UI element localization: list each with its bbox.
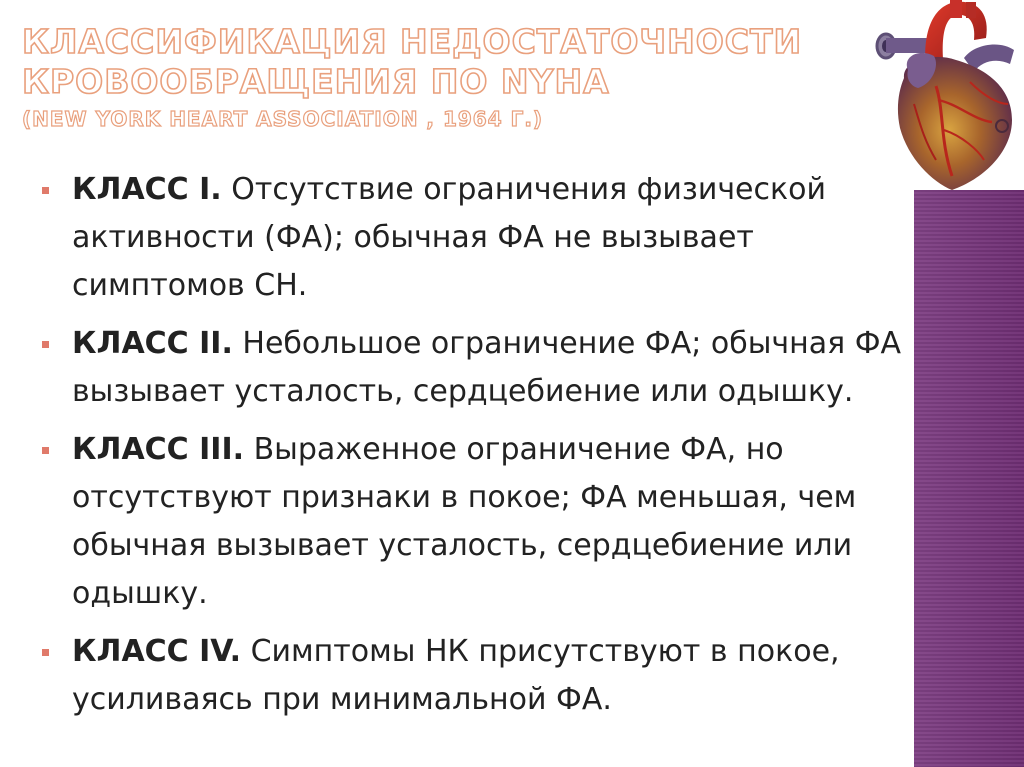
class-label: КЛАСС I. [72,172,222,207]
class-description: Выраженное ограничение ФА, но отсутствуют признаки в покое; ФА меньшая, чем обычная вызывает усталость, сердцебиение или одышку. [72,432,857,611]
nyha-class-list [42,166,902,734]
title-line-2: КРОВООБРАЩЕНИЯ ПО NYHA [22,62,610,101]
slide-title [22,22,882,132]
list-item-class-2 [42,320,902,416]
bullet-icon [42,341,49,348]
class-label: КЛАСС IV. [72,634,242,669]
title-subtitle: (NEW YORK HEART ASSOCIATION , 1964 Г.) [22,107,544,131]
list-item-class-1 [42,166,902,310]
class-description: Отсутствие ограничения физической активности (ФА); обычная ФА не вызывает симптомов СН. [72,172,826,303]
bullet-icon [42,649,49,656]
heart-illustration [874,0,1024,192]
class-label: КЛАСС II. [72,326,233,361]
decorative-side-panel [914,190,1024,767]
class-label: КЛАСС III. [72,432,245,467]
bullet-icon [42,447,49,454]
class-description: Симптомы НК присутствуют в покое, усиливаясь при минимальной ФА. [72,634,840,717]
list-item-class-3 [42,426,902,618]
title-line-1: КЛАССИФИКАЦИЯ НЕДОСТАТОЧНОСТИ [22,22,803,61]
bullet-icon [42,187,49,194]
list-item-class-4 [42,628,902,724]
class-description: Небольшое ограничение ФА; обычная ФА вызывает усталость, сердцебиение или одышку. [72,326,902,409]
